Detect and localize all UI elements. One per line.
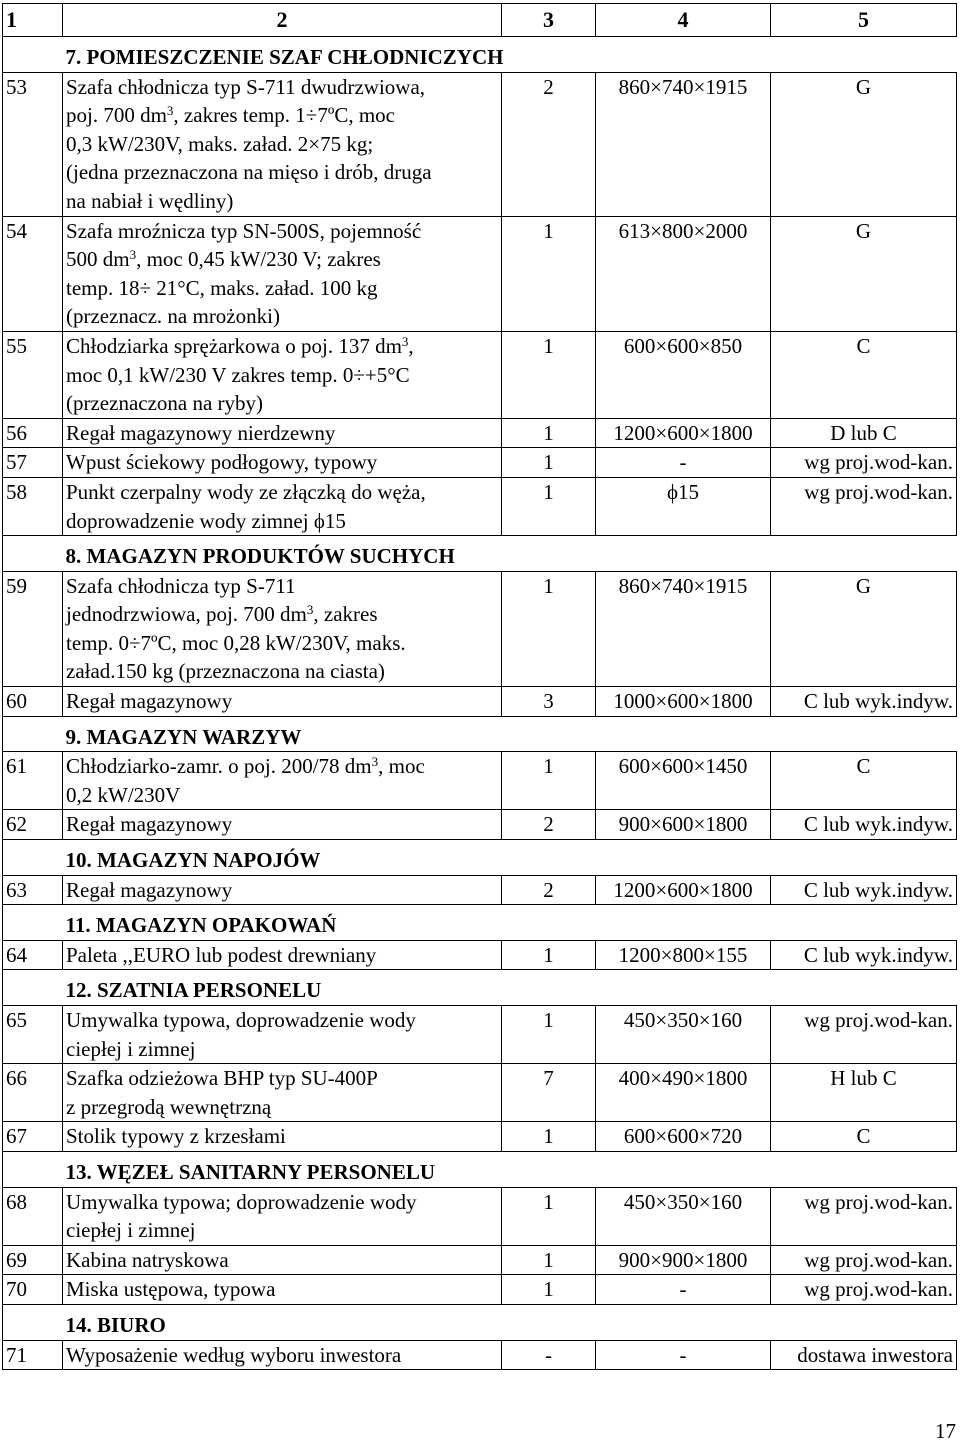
item-remarks: G: [771, 216, 957, 331]
item-remarks: C lub wyk.indyw.: [771, 875, 957, 905]
description-line: Chłodziarka sprężarkowa o poj. 137 dm: [66, 333, 402, 358]
description-line: jednodrzwiowa, poj. 700 dm: [66, 602, 307, 627]
table-row: [3, 940, 957, 970]
description-line: Szafa mroźnicza typ SN-500S, pojemność: [66, 218, 422, 243]
superscript: 3: [371, 754, 379, 770]
item-description: [63, 875, 502, 905]
item-number: 68: [3, 1187, 63, 1245]
header-cell: 3: [502, 4, 596, 37]
item-description: [63, 571, 502, 686]
item-quantity: 1: [502, 331, 596, 418]
item-description: [63, 1006, 502, 1064]
section-blank: [3, 840, 63, 876]
section-blank: [3, 716, 63, 752]
item-quantity: -: [502, 1340, 596, 1370]
description-line: temp. 0÷7ºC, moc 0,28 kW/230V, maks.: [66, 630, 406, 655]
item-number: 65: [3, 1006, 63, 1064]
header-row: [3, 4, 957, 37]
table-row: [3, 331, 957, 418]
section-row: [3, 840, 957, 876]
page-number: 17: [935, 1419, 956, 1443]
item-quantity: 2: [502, 875, 596, 905]
description-line: (jedna przeznaczona na mięso i drób, druga: [66, 160, 432, 185]
item-remarks: wg proj.wod-kan.: [771, 1275, 957, 1305]
item-quantity: 3: [502, 687, 596, 717]
item-dimensions: 600×600×850: [596, 331, 771, 418]
item-number: 56: [3, 418, 63, 448]
item-dimensions: 450×350×160: [596, 1006, 771, 1064]
section-row: [3, 716, 957, 752]
item-dimensions: 613×800×2000: [596, 216, 771, 331]
item-quantity: 1: [502, 216, 596, 331]
item-quantity: 1: [502, 1245, 596, 1275]
description-line: Szafa chłodnicza typ S-711: [66, 573, 296, 598]
item-remarks: H lub C: [771, 1064, 957, 1122]
description-line: , zakres: [313, 602, 378, 627]
description-line: Punkt czerpalny wody ze złączką do węża,: [66, 479, 426, 504]
description-line: ciepłej i zimnej: [66, 1218, 196, 1243]
description-line: (przeznaczona na ryby): [66, 391, 264, 416]
item-number: 57: [3, 448, 63, 478]
table-row: [3, 72, 957, 216]
table-row: [3, 477, 957, 535]
table-row: [3, 1006, 957, 1064]
description-line: Regał magazynowy: [66, 812, 233, 837]
description-line: na nabiał i wędliny): [66, 188, 234, 213]
item-description: [63, 1064, 502, 1122]
section-title: 7. POMIESZCZENIE SZAF CHŁODNICZYCH: [63, 37, 957, 73]
item-description: [63, 1340, 502, 1370]
item-description: [63, 940, 502, 970]
item-description: [63, 1187, 502, 1245]
item-quantity: 1: [502, 1275, 596, 1305]
item-number: 71: [3, 1340, 63, 1370]
table-row: [3, 216, 957, 331]
item-dimensions: 400×490×1800: [596, 1064, 771, 1122]
item-quantity: 1: [502, 752, 596, 810]
description-line: Stolik typowy z krzesłami: [66, 1124, 286, 1149]
table-row: [3, 752, 957, 810]
item-quantity: 1: [502, 418, 596, 448]
item-remarks: C lub wyk.indyw.: [771, 810, 957, 840]
item-dimensions: -: [596, 1275, 771, 1305]
table-row: [3, 1275, 957, 1305]
description-line: Szafka odzieżowa BHP typ SU-400P: [66, 1066, 378, 1091]
table-row: [3, 875, 957, 905]
item-number: 70: [3, 1275, 63, 1305]
item-quantity: 1: [502, 940, 596, 970]
item-remarks: D lub C: [771, 418, 957, 448]
item-remarks: wg proj.wod-kan.: [771, 1187, 957, 1245]
item-dimensions: 1000×600×1800: [596, 687, 771, 717]
section-title: 14. BIURO: [63, 1304, 957, 1340]
section-title: 12. SZATNIA PERSONELU: [63, 970, 957, 1006]
section-blank: [3, 536, 63, 572]
item-remarks: C: [771, 331, 957, 418]
description-line: Szafa chłodnicza typ S-711 dwudrzwiowa,: [66, 74, 426, 99]
item-remarks: C lub wyk.indyw.: [771, 940, 957, 970]
description-line: Paleta ,,EURO lub podest drewniany: [66, 942, 377, 967]
description-line: 0,2 kW/230V: [66, 782, 181, 807]
table-row: [3, 1187, 957, 1245]
description-line: ,: [408, 333, 414, 358]
description-line: Wpust ściekowy podłogowy, typowy: [66, 450, 378, 475]
section-blank: [3, 37, 63, 73]
section-row: [3, 970, 957, 1006]
description-line: 500 dm: [66, 247, 130, 272]
item-description: [63, 418, 502, 448]
description-line: Umywalka typowa, doprowadzenie wody: [66, 1008, 416, 1032]
item-number: 63: [3, 875, 63, 905]
item-remarks: wg proj.wod-kan.: [771, 1006, 957, 1064]
item-number: 54: [3, 216, 63, 331]
item-dimensions: 450×350×160: [596, 1187, 771, 1245]
table-row: [3, 448, 957, 478]
item-number: 61: [3, 752, 63, 810]
description-line: (przeznacz. na mrożonki): [66, 304, 280, 329]
item-remarks: dostawa inwestora: [771, 1340, 957, 1370]
section-row: [3, 905, 957, 941]
header-cell: 1: [3, 4, 63, 37]
section-blank: [3, 905, 63, 941]
item-number: 53: [3, 72, 63, 216]
item-remarks: wg proj.wod-kan.: [771, 448, 957, 478]
section-title: 11. MAGAZYN OPAKOWAŃ: [63, 905, 957, 941]
description-line: załad.150 kg (przeznaczona na ciasta): [66, 659, 385, 684]
description-line: Umywalka typowa; doprowadzenie wody: [66, 1189, 417, 1214]
superscript: 3: [129, 247, 137, 263]
item-quantity: 1: [502, 477, 596, 535]
description-line: moc 0,1 kW/230 V zakres temp. 0÷+5°C: [66, 362, 410, 387]
table-row: [3, 1245, 957, 1275]
item-quantity: 1: [502, 1006, 596, 1064]
section-blank: [3, 970, 63, 1006]
superscript: 3: [166, 103, 174, 119]
description-line: 0,3 kW/230V, maks. załad. 2×75 kg;: [66, 131, 374, 156]
description-line: Kabina natryskowa: [66, 1247, 229, 1272]
item-dimensions: 1200×800×155: [596, 940, 771, 970]
item-remarks: C: [771, 752, 957, 810]
section-row: [3, 1151, 957, 1187]
section-blank: [3, 1304, 63, 1340]
table-row: [3, 1064, 957, 1122]
item-quantity: 2: [502, 810, 596, 840]
item-description: [63, 477, 502, 535]
item-number: 64: [3, 940, 63, 970]
item-number: 60: [3, 687, 63, 717]
section-blank: [3, 1151, 63, 1187]
item-dimensions: ϕ15: [596, 477, 771, 535]
description-line: Regał magazynowy nierdzewny: [66, 420, 336, 445]
item-quantity: 1: [502, 571, 596, 686]
item-dimensions: 600×600×1450: [596, 752, 771, 810]
item-remarks: C lub wyk.indyw.: [771, 687, 957, 717]
description-line: Chłodziarko-zamr. o poj. 200/78 dm: [66, 754, 372, 779]
item-quantity: 1: [502, 1187, 596, 1245]
item-description: [63, 810, 502, 840]
description-line: poj. 700 dm: [66, 103, 167, 128]
item-dimensions: 900×600×1800: [596, 810, 771, 840]
item-remarks: G: [771, 571, 957, 686]
item-quantity: 1: [502, 1122, 596, 1152]
section-row: [3, 1304, 957, 1340]
section-row: [3, 37, 957, 73]
item-remarks: wg proj.wod-kan.: [771, 477, 957, 535]
item-number: 69: [3, 1245, 63, 1275]
item-remarks: G: [771, 72, 957, 216]
table-row: [3, 810, 957, 840]
item-description: [63, 752, 502, 810]
table-row: [3, 1340, 957, 1370]
item-number: 58: [3, 477, 63, 535]
section-title: 8. MAGAZYN PRODUKTÓW SUCHYCH: [63, 536, 957, 572]
table-row: [3, 687, 957, 717]
item-dimensions: 900×900×1800: [596, 1245, 771, 1275]
description-line: Regał magazynowy: [66, 689, 233, 714]
header-cell: 5: [771, 4, 957, 37]
header-cell: 4: [596, 4, 771, 37]
item-dimensions: 1200×600×1800: [596, 875, 771, 905]
table-row: [3, 418, 957, 448]
item-dimensions: 1200×600×1800: [596, 418, 771, 448]
item-number: 59: [3, 571, 63, 686]
item-description: [63, 216, 502, 331]
description-line: , moc 0,45 kW/230 V; zakres: [136, 247, 381, 272]
description-line: Regał magazynowy: [66, 877, 233, 902]
item-description: [63, 687, 502, 717]
table-row: [3, 571, 957, 686]
item-number: 67: [3, 1122, 63, 1152]
section-row: [3, 536, 957, 572]
description-line: doprowadzenie wody zimnej ϕ15: [66, 508, 346, 533]
item-description: [63, 1122, 502, 1152]
item-quantity: 2: [502, 72, 596, 216]
description-line: Wyposażenie według wyboru inwestora: [66, 1342, 402, 1367]
item-dimensions: 860×740×1915: [596, 571, 771, 686]
item-description: [63, 448, 502, 478]
item-description: [63, 331, 502, 418]
description-line: Miska ustępowa, typowa: [66, 1277, 276, 1302]
item-remarks: C: [771, 1122, 957, 1152]
equipment-table: [2, 3, 957, 1370]
item-number: 55: [3, 331, 63, 418]
header-cell: 2: [63, 4, 502, 37]
description-line: ciepłej i zimnej: [66, 1036, 196, 1061]
item-number: 66: [3, 1064, 63, 1122]
description-line: , zakres temp. 1÷7ºC, moc: [173, 103, 395, 128]
item-description: [63, 1275, 502, 1305]
item-description: [63, 1245, 502, 1275]
item-dimensions: -: [596, 448, 771, 478]
superscript: 3: [401, 333, 409, 349]
description-line: temp. 18÷ 21°C, maks. załad. 100 kg: [66, 275, 378, 300]
table-row: [3, 1122, 957, 1152]
section-title: 9. MAGAZYN WARZYW: [63, 716, 957, 752]
item-dimensions: 860×740×1915: [596, 72, 771, 216]
section-title: 10. MAGAZYN NAPOJÓW: [63, 840, 957, 876]
item-remarks: wg proj.wod-kan.: [771, 1245, 957, 1275]
item-description: [63, 72, 502, 216]
item-dimensions: 600×600×720: [596, 1122, 771, 1152]
item-quantity: 7: [502, 1064, 596, 1122]
description-line: z przegrodą wewnętrzną: [66, 1094, 272, 1119]
item-number: 62: [3, 810, 63, 840]
item-quantity: 1: [502, 448, 596, 478]
item-dimensions: -: [596, 1340, 771, 1370]
superscript: 3: [306, 602, 314, 618]
description-line: , moc: [378, 754, 425, 779]
section-title: 13. WĘZEŁ SANITARNY PERSONELU: [63, 1151, 957, 1187]
